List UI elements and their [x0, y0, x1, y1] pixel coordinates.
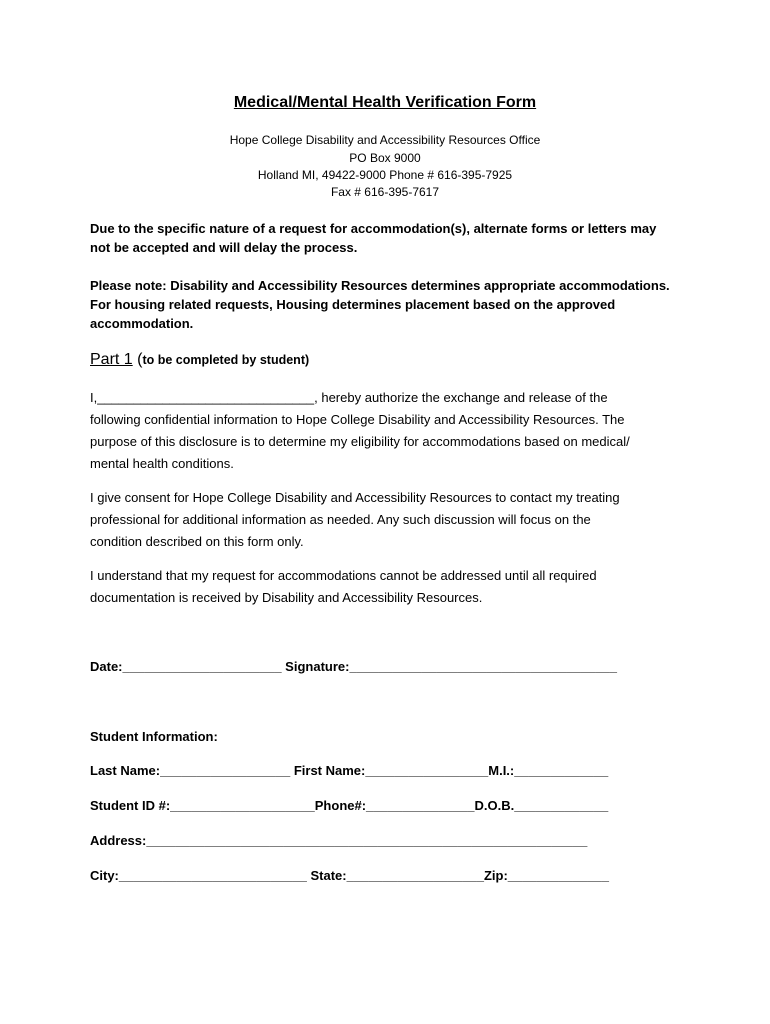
consent-line3: condition described on this form only. [90, 534, 304, 549]
authorization-line2: following confidential information to Hope College Disability and Accessibility Resources. The [90, 412, 625, 427]
id-phone-dob-field-row[interactable]: Student ID #:____________________Phone#:_______________D.O.B._____________ [90, 798, 609, 813]
date-signature-field[interactable]: Date:______________________ Signature:_____________________________________ [90, 659, 617, 674]
part1-note: to be completed by student) [142, 353, 310, 367]
authorization-line4: mental health conditions. [90, 456, 234, 471]
authorization-line3: purpose of this disclosure is to determine my eligibility for accommodations based on medical/ [90, 434, 630, 449]
understanding-line2: documentation is received by Disability and Accessibility Resources. [90, 590, 483, 605]
student-info-heading: Student Information: [90, 729, 218, 744]
name-field-row[interactable]: Last Name:__________________ First Name:_________________M.I.:_____________ [90, 763, 609, 778]
consent-line2: professional for additional information as needed. Any such discussion will focus on the [90, 512, 591, 527]
understanding-line1: I understand that my request for accommodations cannot be addressed until all required [90, 568, 597, 583]
notice-accommodation-line1: Due to the specific nature of a request for accommodation(s), alternate forms or letters may [90, 221, 657, 236]
office-fax: Fax # 616-395-7617 [330, 185, 440, 199]
part1-heading [90, 351, 309, 369]
form-title: Medical/Mental Health Verification Form [233, 94, 537, 111]
office-po-box: PO Box 9000 [349, 151, 421, 165]
notice-housing-line1: Please note: Disability and Accessibility Resources determines appropriate accommodations. [90, 278, 670, 293]
city-state-zip-field-row[interactable]: City:__________________________ State:___________________Zip:______________ [90, 868, 610, 883]
part1-paren: ( [132, 351, 143, 368]
notice-housing-line2: For housing related requests, Housing determines placement based on the approved [90, 297, 616, 312]
address-field[interactable]: Address:_____________________________________________________________ [90, 833, 588, 848]
notice-housing-line3: accommodation. [90, 316, 194, 331]
notice-accommodation-line2: not be accepted and will delay the process. [90, 240, 358, 255]
authorization-line1: I,______________________________, hereby authorize the exchange and release of the [90, 390, 608, 405]
office-name: Hope College Disability and Accessibility Resources Office [229, 133, 541, 147]
consent-line1: I give consent for Hope College Disability and Accessibility Resources to contact my treating [90, 490, 620, 505]
office-address-phone: Holland MI, 49422-9000 Phone # 616-395-7925 [257, 168, 513, 182]
part1-label: Part 1 [90, 351, 133, 368]
